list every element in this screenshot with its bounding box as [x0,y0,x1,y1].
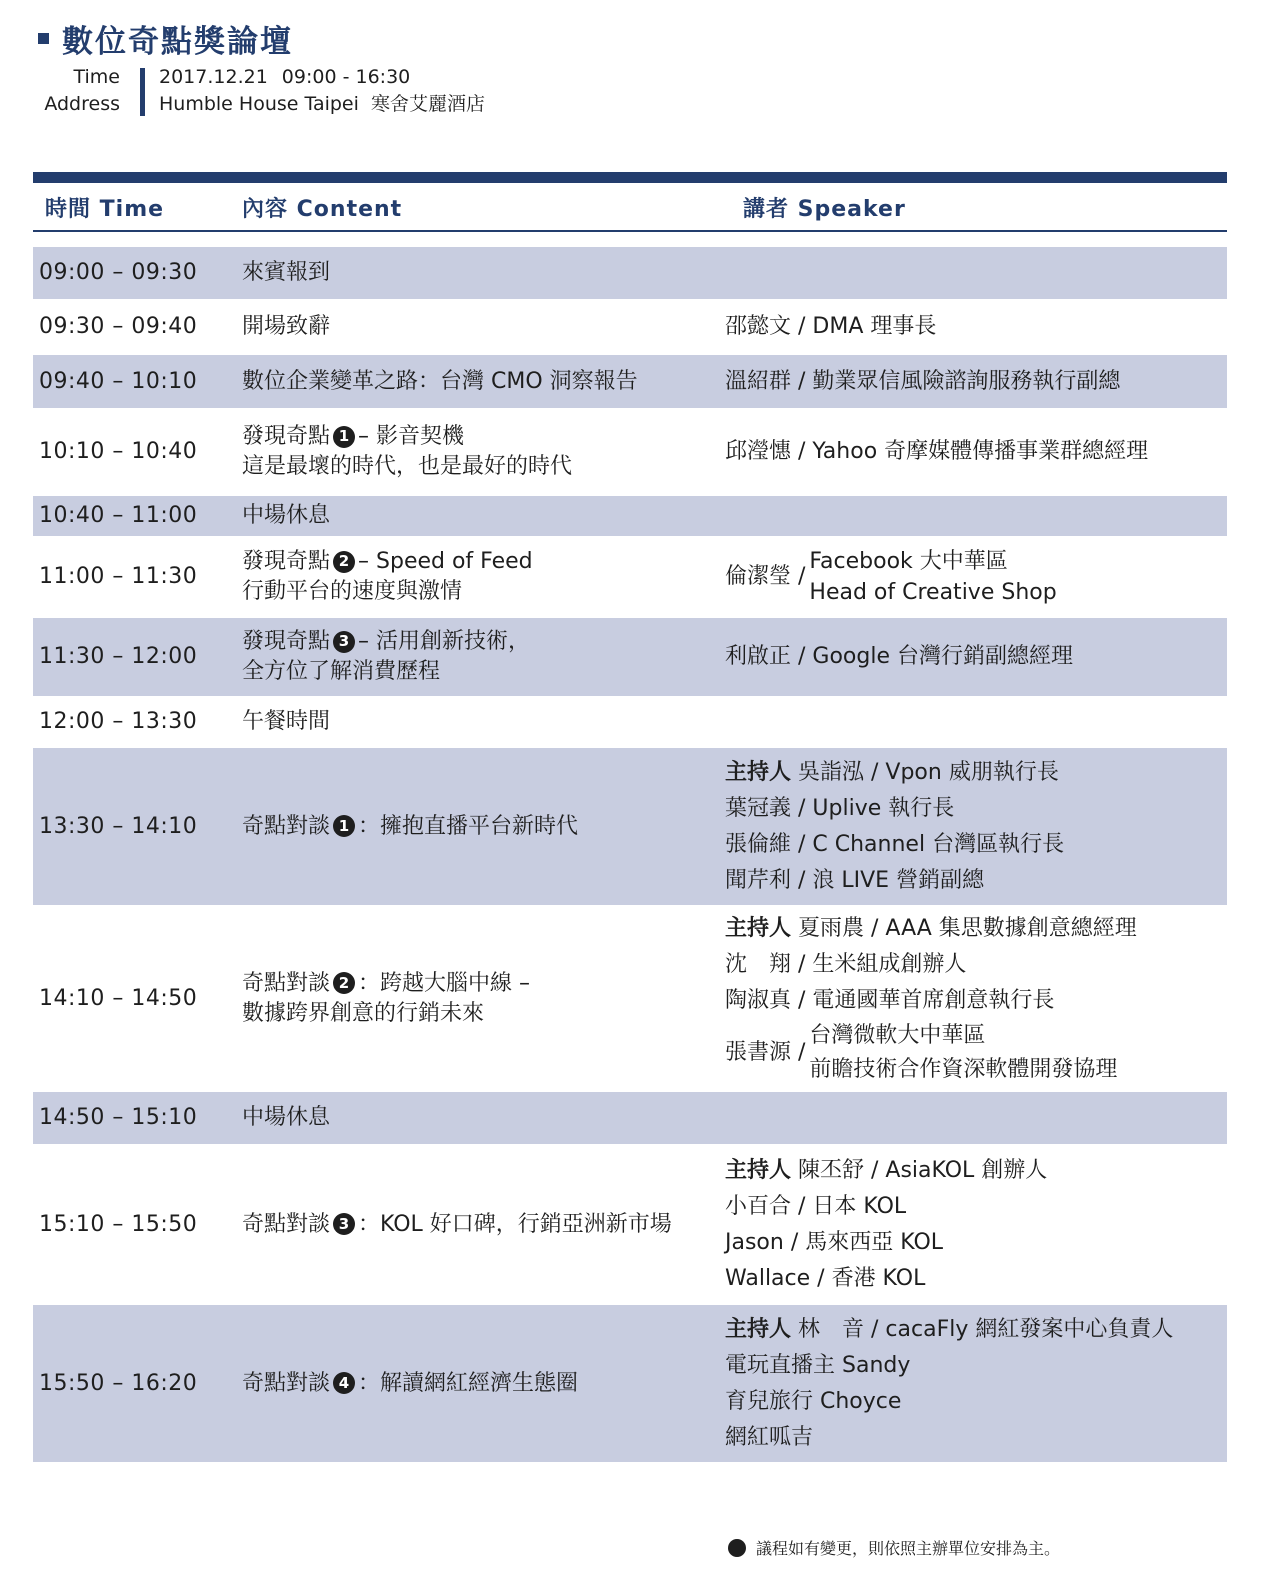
number-badge-icon: 1 [333,426,355,448]
row-time: 14:10 – 14:50 [39,985,198,1011]
row-time: 09:00 – 09:30 [39,260,198,285]
content-line-2: 全方位了解消費歷程 [242,659,441,684]
row-speaker [725,1146,1225,1303]
table-row [33,1092,1227,1144]
row-content [242,748,712,905]
time-label: Time [73,66,120,88]
content-line-1 [242,627,712,657]
speaker-title [809,546,1056,608]
row-speaker [725,748,1225,905]
speaker-title-line-2: 前瞻技術合作資深軟體開發協理 [809,1056,1118,1082]
host-label: 主持人 [725,1157,792,1183]
row-time: 15:10 – 15:50 [39,1211,198,1237]
content-line-1 [242,422,712,452]
row-content: 數位企業變革之路：台灣 CMO 洞察報告 [242,368,638,394]
host-name: 夏雨農 / AAA 集思數據創意總經理 [798,915,1137,941]
speaker-name: 倫潔瑩 / [725,564,806,589]
row-time: 11:30 – 12:00 [39,644,198,669]
event-meta [40,64,485,120]
row-speaker [725,538,1225,616]
content-line-1 [242,1210,732,1240]
table-row [33,247,1227,299]
table-row [33,301,1227,353]
table-row [33,618,1227,696]
header-time: 時間 Time [45,197,165,222]
panelist: Wallace / 香港 KOL [725,1265,926,1291]
host-line [725,1312,1225,1348]
panelist: 聞芹利 / 浪 LIVE 營銷副總 [725,867,985,893]
panelist: 電玩直播主 Sandy [725,1352,911,1378]
row-content: 中場休息 [242,503,331,528]
header-content: 內容 Content [242,197,403,222]
row-time: 10:10 – 10:40 [39,439,198,464]
meta-labels [40,64,120,120]
row-speaker [725,1305,1225,1462]
meta-divider [140,68,145,116]
row-content [242,410,712,494]
speaker-split [725,1019,1225,1087]
row-content [242,1305,712,1462]
event-datetime [159,64,485,91]
table-top-rule [33,172,1227,183]
row-content: 開場致辭 [242,314,331,339]
table-row [33,1305,1227,1462]
panelist: Jason / 馬來西亞 KOL [725,1229,944,1255]
title-square-icon [38,33,49,44]
panelist: 育兒旅行 Choyce [725,1388,902,1414]
row-time: 09:40 – 10:10 [39,368,198,394]
content-line-2: 這是最壞的時代，也是最好的時代 [242,454,573,479]
speaker-title-line-1: Facebook 大中華區 [809,549,1008,574]
number-badge-icon: 2 [333,551,355,573]
content-prefix: 奇點對談 [242,970,331,996]
panelist: 小百合 / 日本 KOL [725,1193,907,1219]
host-line [725,755,1225,791]
content-line-2: 數據跨界創意的行銷未來 [242,1000,485,1026]
content-suffix: ：擁抱直播平台新時代 [358,813,579,839]
content-suffix: ：跨越大腦中線 – [358,970,531,996]
footnote-text: 議程如有變更，則依照主辦單位安排為主。 [756,1539,1061,1558]
row-content: 來賓報到 [242,260,331,285]
speaker-title-line-2: Head of Creative Shop [809,580,1057,605]
table-row [33,907,1227,1090]
number-badge-icon: 3 [333,631,355,653]
panelist: 張倫維 / C Channel 台灣區執行長 [725,831,1065,857]
row-content [242,1146,732,1303]
table-row [33,410,1227,494]
content-prefix: 奇點對談 [242,1211,331,1237]
content-prefix: 發現奇點 [242,549,331,574]
row-time: 11:00 – 11:30 [39,564,198,589]
row-time: 13:30 – 14:10 [39,813,198,839]
table-row [33,538,1227,616]
header-speaker: 講者 Speaker [743,197,906,222]
host-label: 主持人 [725,1316,792,1342]
speaker-split [725,546,1225,608]
footnote [728,1536,1060,1559]
bullet-icon [728,1539,746,1557]
table-header [33,186,1227,232]
table-row [33,496,1227,536]
number-badge-icon: 2 [333,972,355,994]
content-line-1 [242,969,712,999]
row-content [242,618,712,696]
row-time: 09:30 – 09:40 [39,314,198,339]
host-label: 主持人 [725,915,792,941]
address-label: Address [44,93,120,115]
host-name: 吳詣泓 / Vpon 威朋執行長 [798,759,1059,785]
content-prefix: 奇點對談 [242,1370,331,1396]
event-address: Humble House Taipei 寒舍艾麗酒店 [159,93,485,115]
row-time: 14:50 – 15:10 [39,1105,198,1130]
title-row [38,16,293,60]
row-content [242,538,712,616]
row-speaker: 邵懿文 / DMA 理事長 [725,314,937,339]
content-suffix: – Speed of Feed [358,549,533,574]
number-badge-icon: 3 [333,1213,355,1235]
panelist: 沈 翔 / 生米組成創辦人 [725,951,967,977]
panelist: 陶淑真 / 電通國華首席創意執行長 [725,987,1055,1013]
number-badge-icon: 1 [333,815,355,837]
table-row [33,748,1227,905]
content-suffix: – 影音契機 [358,424,465,449]
row-speaker: 溫紹群 / 勤業眾信風險諮詢服務執行副總 [725,368,1121,394]
content-prefix: 發現奇點 [242,629,331,654]
row-speaker: 邱瀅憓 / Yahoo 奇摩媒體傳播事業群總經理 [725,439,1149,464]
host-line [725,1153,1225,1189]
event-hours: 09:00 - 16:30 [281,66,411,88]
table-row [33,698,1227,746]
content-suffix: – 活用創新技術， [358,629,531,654]
content-prefix: 發現奇點 [242,424,331,449]
content-suffix: ：KOL 好口碑，行銷亞洲新市場 [358,1211,672,1237]
row-content [242,907,712,1090]
speaker-title-line-1: 台灣微軟大中華區 [809,1022,986,1048]
content-line-2: 行動平台的速度與激情 [242,579,463,604]
row-content: 午餐時間 [242,709,331,734]
number-badge-icon: 4 [333,1372,355,1394]
table-row [33,355,1227,408]
row-speaker: 利啟正 / Google 台灣行銷副總經理 [725,644,1073,669]
speaker-title [809,1019,1117,1087]
speaker-name: 張書源 / [725,1039,806,1065]
row-time: 12:00 – 13:30 [39,709,198,734]
panelist: 葉冠義 / Uplive 執行長 [725,795,955,821]
row-content: 中場休息 [242,1105,331,1130]
panelist: 網紅呱吉 [725,1424,814,1450]
content-line-1 [242,547,712,577]
content-prefix: 奇點對談 [242,813,331,839]
row-speaker [725,907,1225,1090]
row-time: 15:50 – 16:20 [39,1370,198,1396]
host-label: 主持人 [725,759,792,785]
content-line-1 [242,1369,712,1399]
host-line [725,911,1225,947]
meta-values [159,64,485,120]
row-time: 10:40 – 11:00 [39,503,198,528]
page-title: 數位奇點獎論壇 [62,23,293,60]
content-line-1 [242,812,712,842]
host-name: 陳丕舒 / AsiaKOL 創辦人 [798,1157,1048,1183]
host-name: 林 音 / cacaFly 網紅發案中心負責人 [798,1316,1174,1342]
table-row [33,1146,1227,1303]
event-date: 2017.12.21 [159,66,268,88]
content-suffix: ：解讀網紅經濟生態圈 [358,1370,579,1396]
